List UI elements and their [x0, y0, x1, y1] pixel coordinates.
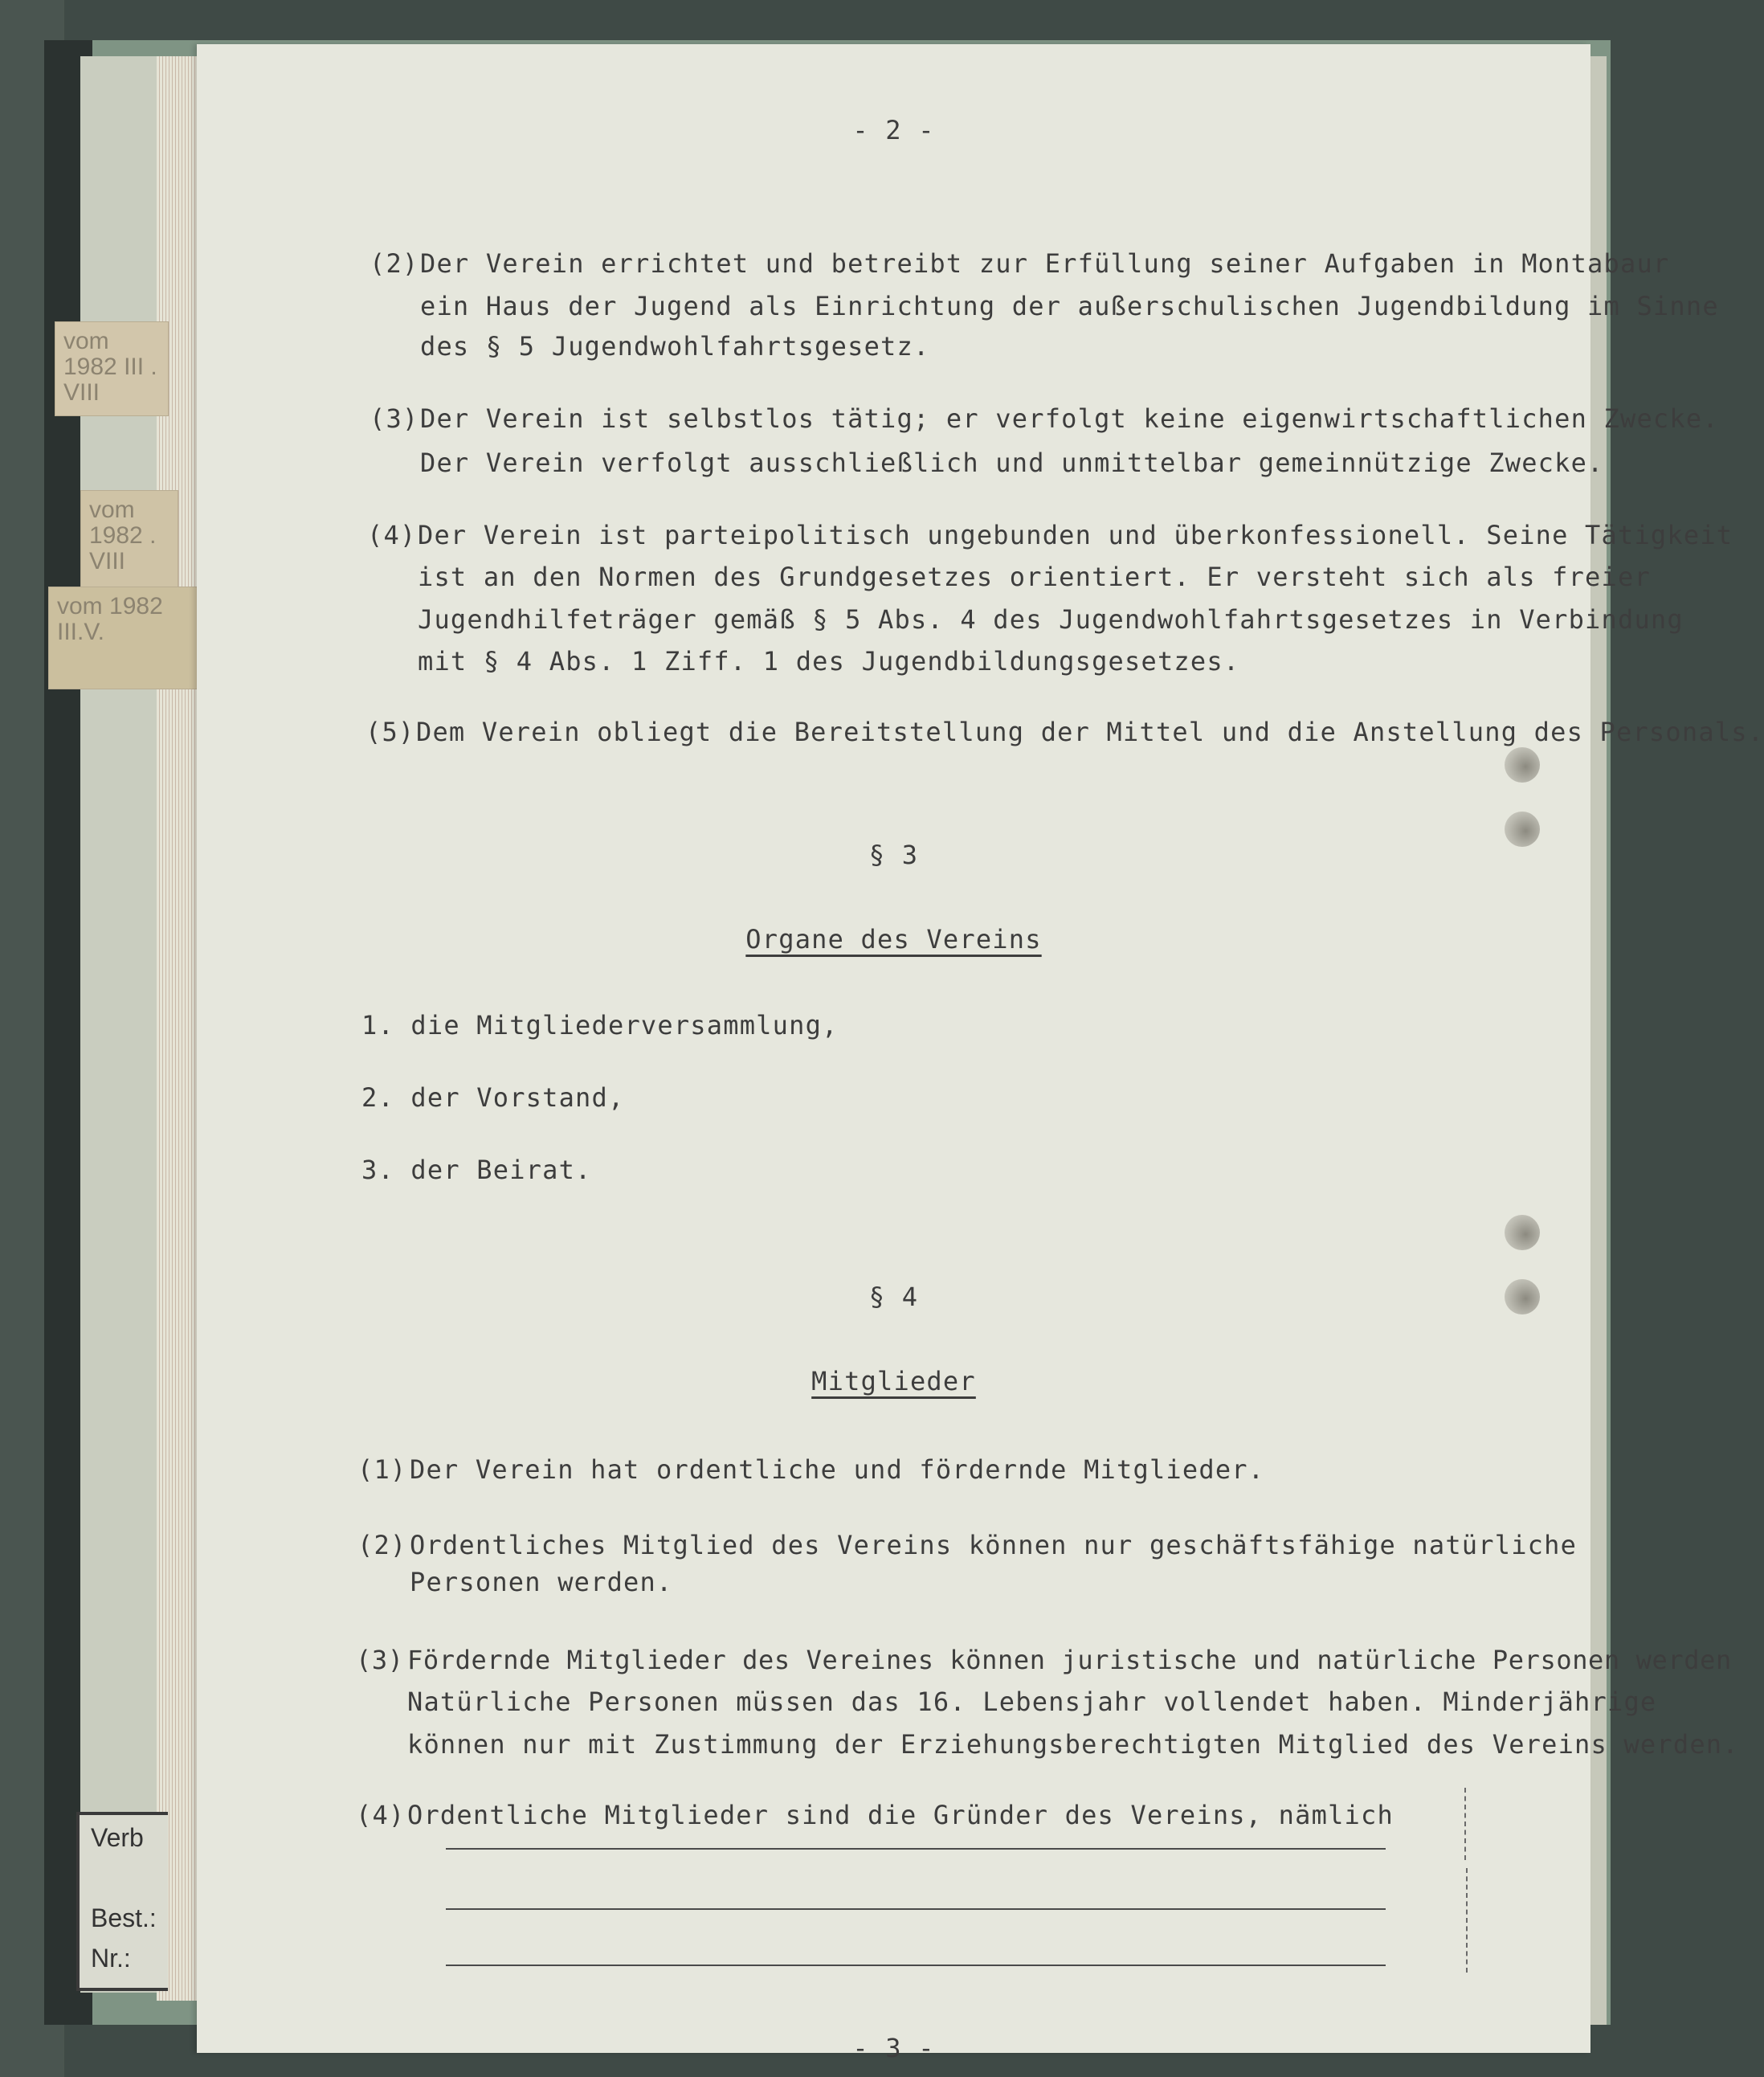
section-title: Mitglieder — [811, 1366, 976, 1396]
section-title-wrap — [197, 924, 1590, 955]
index-tab — [80, 490, 178, 593]
signature-line — [446, 1848, 1386, 1850]
text-line: Der Verein errichtet und betreibt zur Erfüllung seiner Aufgaben in Montabaur — [420, 248, 1670, 279]
tab-label: vom 1982 . VIII — [89, 497, 157, 574]
paragraph-label: (2) — [357, 1530, 407, 1560]
text-line: des § 5 Jugendwohlfahrtsgesetz. — [420, 331, 930, 362]
text-line: Dem Verein obliegt die Bereitstellung der Mittel und die Anstellung des Personals. — [416, 717, 1764, 747]
paragraph-label: (2) — [370, 248, 419, 279]
paragraph-label: (3) — [356, 1645, 404, 1675]
index-tab — [55, 321, 169, 416]
text-line: Ordentliches Mitglied des Vereins können nur geschäftsfähige natürliche — [410, 1530, 1578, 1560]
text-line: ist an den Normen des Grundgesetzes orientiert. Er versteht sich als freier — [418, 562, 1651, 592]
section-title-wrap — [197, 1366, 1590, 1396]
text-line: Der Verein ist parteipolitisch ungebunden und überkonfessionell. Seine Tätigkeit — [418, 520, 1733, 550]
archive-stamp — [76, 1812, 168, 1991]
margin-mark — [1464, 1788, 1466, 1860]
text-line: Der Verein hat ordentliche und fördernde Mitglieder. — [410, 1454, 1265, 1485]
signature-line — [446, 1908, 1386, 1910]
text-line: Fördernde Mitglieder des Vereines können juristische und natürliche Personen werden — [407, 1645, 1732, 1675]
paragraph-label: (4) — [356, 1800, 406, 1830]
punch-hole — [1505, 1279, 1540, 1314]
punch-hole — [1505, 812, 1540, 847]
page-number-top: - 2 - — [852, 115, 935, 145]
paragraph-label: (3) — [370, 403, 419, 434]
index-tab — [48, 587, 202, 689]
text-line: können nur mit Zustimmung der Erziehungsberechtigten Mitglied des Vereins werden. — [407, 1729, 1739, 1760]
text-line: Der Verein verfolgt ausschließlich und unmittelbar gemeinnützige Zwecke. — [420, 448, 1604, 478]
stamp-line: Nr.: — [91, 1944, 131, 1973]
signature-line — [446, 1965, 1386, 1966]
stamp-line: Verb — [91, 1823, 144, 1852]
text-line: Natürliche Personen müssen das 16. Lebensjahr vollendet haben. Minderjährige — [407, 1687, 1657, 1717]
section-heading: § 3 — [868, 840, 919, 870]
text-line: Jugendhilfeträger gemäß § 5 Abs. 4 des Jugendwohlfahrtsgesetzes in Verbindung — [418, 604, 1684, 635]
text-line: ein Haus der Jugend als Einrichtung der außerschulischen Jugendbildung im Sinne — [420, 291, 1719, 321]
document-page — [197, 44, 1764, 2063]
punch-hole — [1505, 747, 1540, 783]
paragraph-label: (1) — [357, 1454, 407, 1485]
list-item: 3. der Beirat. — [361, 1155, 592, 1185]
page-number-bottom: - 3 - — [852, 2033, 935, 2063]
section-heading: § 4 — [868, 1282, 919, 1312]
tab-label: vom 1982 III . VIII — [63, 328, 157, 406]
text-line: mit § 4 Abs. 1 Ziff. 1 des Jugendbildungsgesetzes. — [418, 646, 1240, 677]
list-item: 1. die Mitgliederversammlung, — [361, 1010, 839, 1041]
punch-hole — [1505, 1215, 1540, 1250]
tab-label: vom 1982 III.V. — [57, 593, 163, 645]
text-line: Ordentliche Mitglieder sind die Gründer des Vereins, nämlich — [407, 1800, 1394, 1830]
margin-mark — [1466, 1868, 1468, 1973]
text-line: Der Verein ist selbstlos tätig; er verfolgt keine eigenwirtschaftlichen Zwecke. — [420, 403, 1719, 434]
paragraph-label: (5) — [365, 717, 415, 747]
paragraph-label: (4) — [367, 520, 417, 550]
stamp-line: Best.: — [91, 1903, 157, 1932]
text-line: Personen werden. — [410, 1567, 673, 1597]
section-title: Organe des Vereins — [745, 924, 1042, 955]
list-item: 2. der Vorstand, — [361, 1082, 625, 1113]
